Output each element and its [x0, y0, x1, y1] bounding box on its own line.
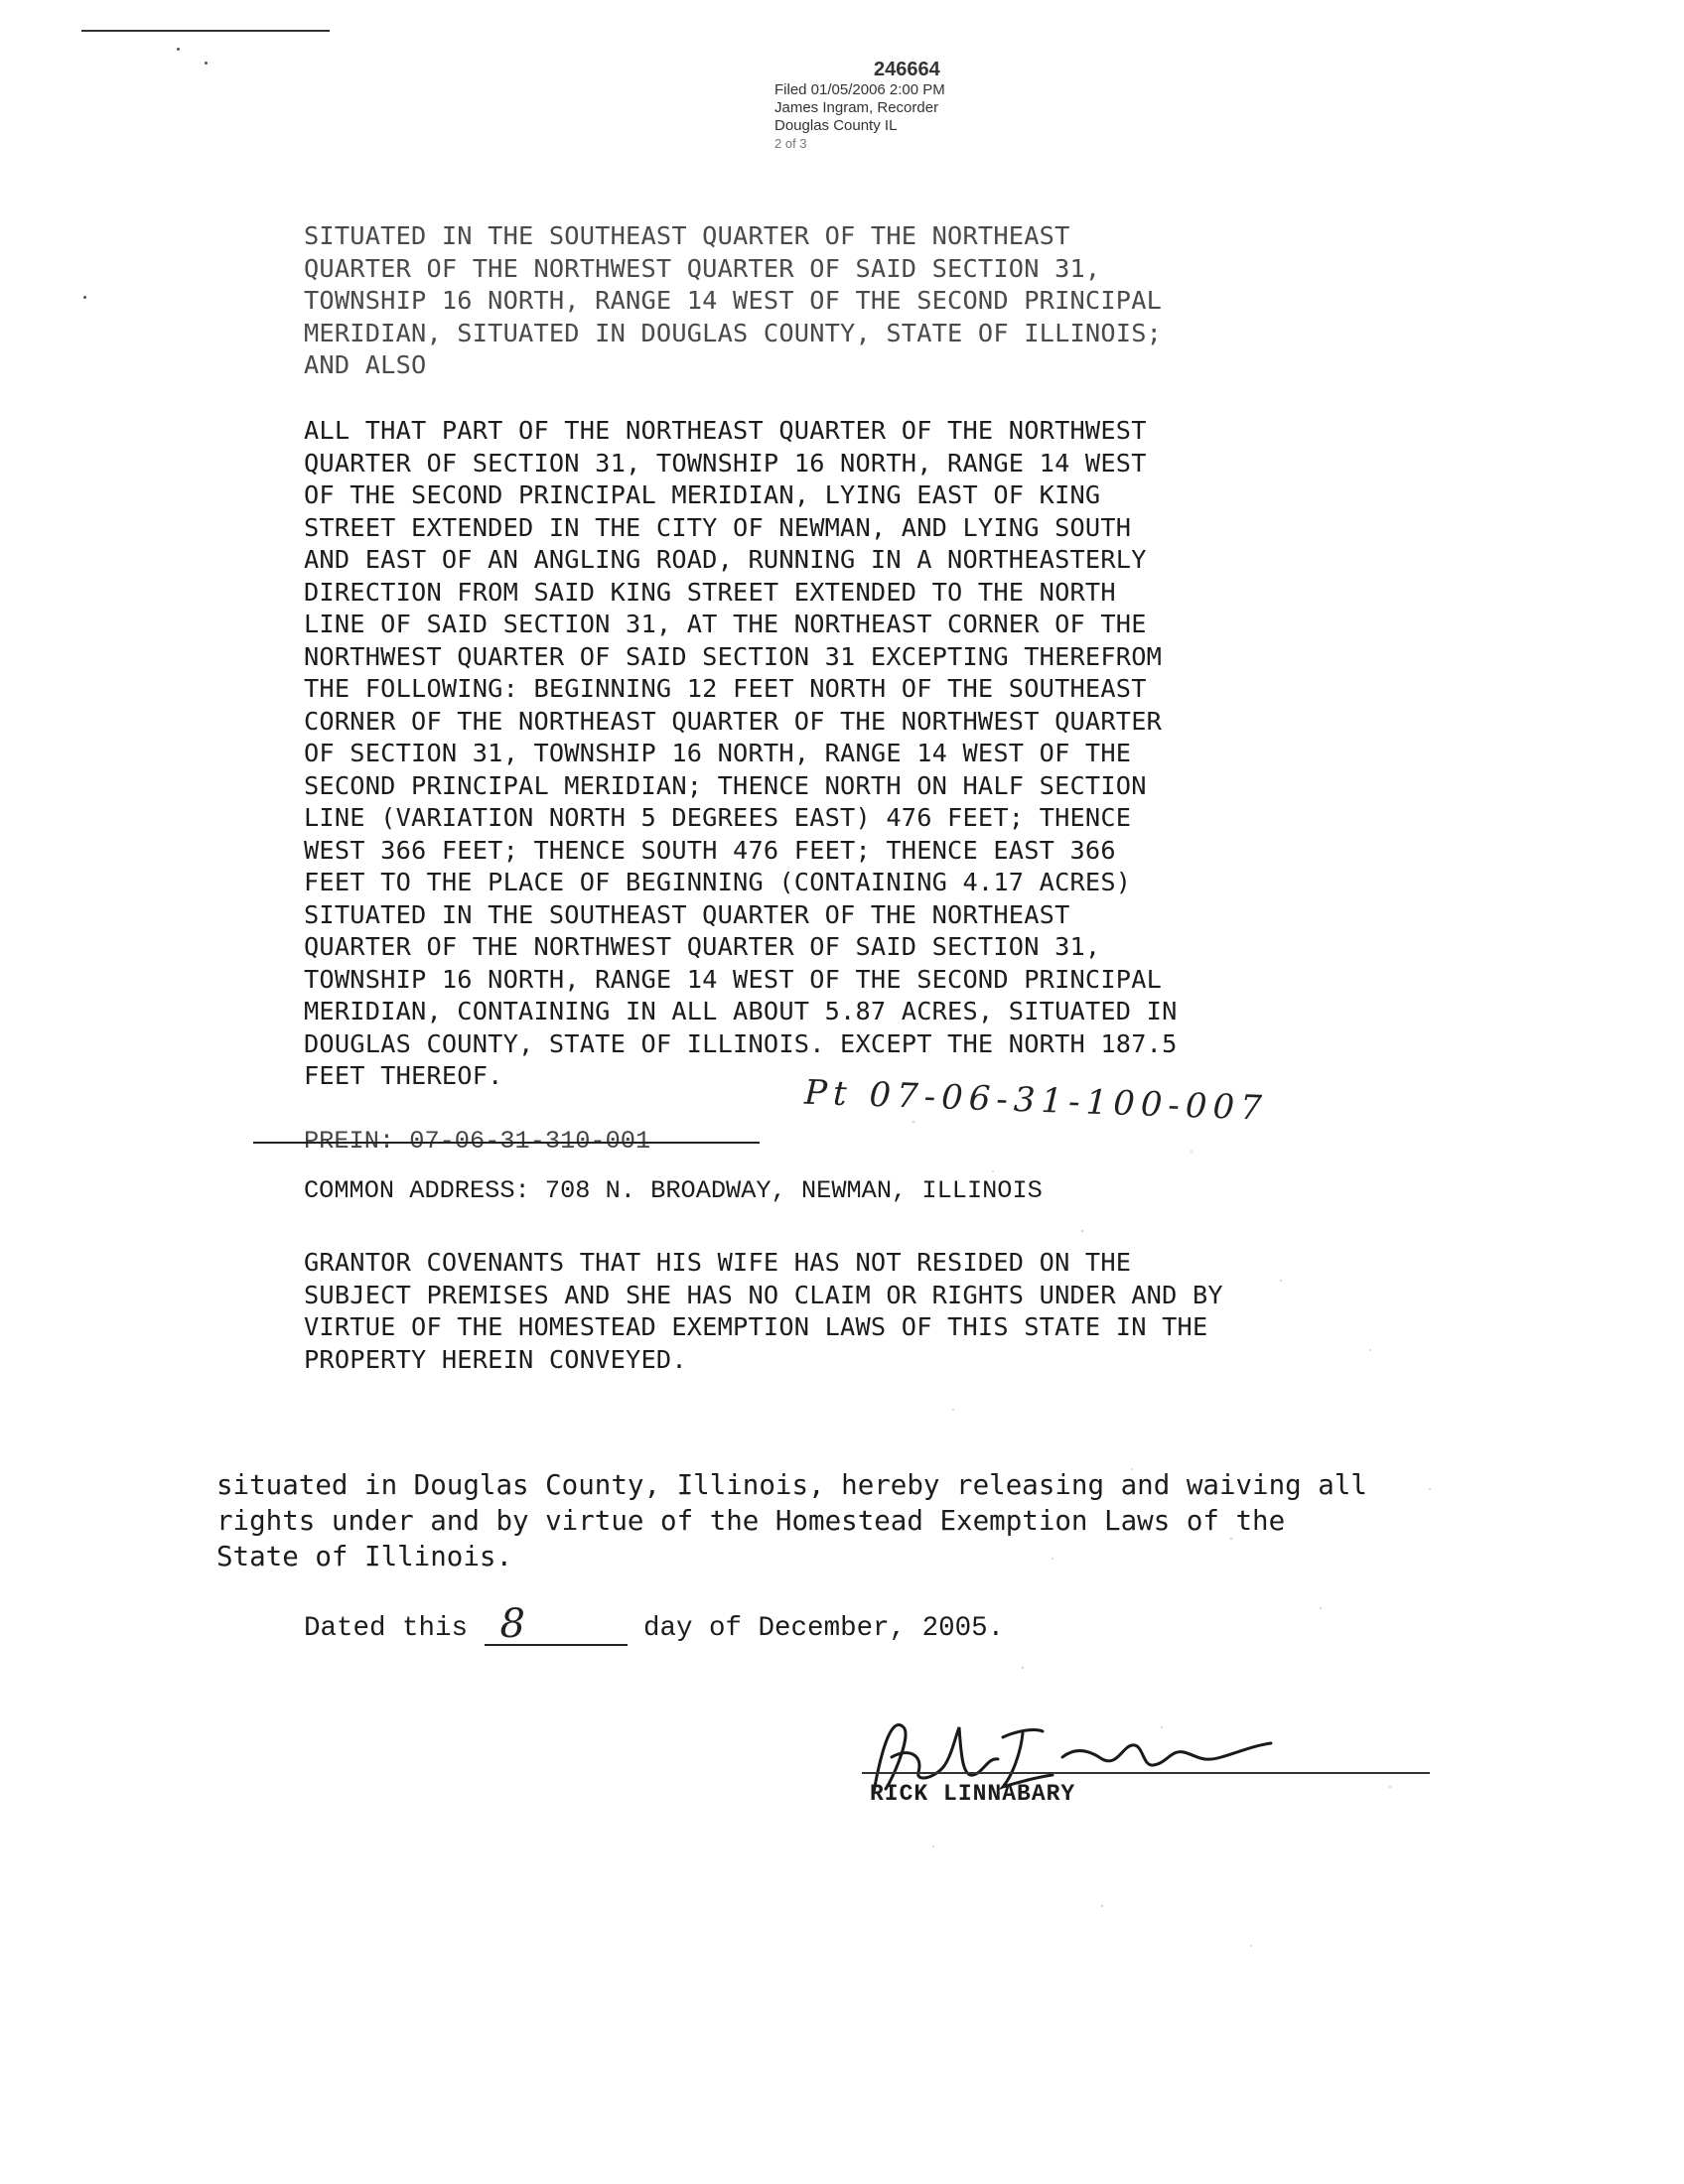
legal-description-paragraph-2: ALL THAT PART OF THE NORTHEAST QUARTER OF THE NORTHWEST QUARTER OF SECTION 31, TOWNSHIP 16 NORTH, RANGE 14 WEST OF THE SECOND PRINCIPAL MERIDIAN, LYING EAST OF KING STREET EXTENDED IN THE CITY OF NEWMAN, AND LYING SOUTH AND EAST OF AN ANGLING ROAD, RUNNING IN A NORTHEASTERLY DIRECTION FROM SAID KING STREET EXTENDED TO THE NORTH LINE OF SAID SECTION 31, AT THE NORTHEAST CORNER OF THE NORTHWEST QUARTER OF SAID SECTION 31 EXCEPTING THEREFROM THE FOLLOWING: BEGINNING 12 FEET NORTH OF THE SOUTHEAST CORNER OF THE NORTHEAST QUARTER OF THE NORTHWEST QUARTER OF SECTION 31, TOWNSHIP 16 NORTH, RANGE 14 WEST OF THE SECOND PRINCIPAL MERIDIAN; THENCE NORTH ON HALF SECTION LINE (VARIATION NORTH 5 DEGREES EAST) 476 FEET; THENCE WEST 366 FEET; THENCE SOUTH 476 FEET; THENCE EAST 366 FEET TO THE PLACE OF BEGINNING (CONTAINING 4.17 ACRES) SITUATED IN THE SOUTHEAST QUARTER OF THE NORTHEAST QUARTER OF THE NORTHWEST QUARTER OF SAID SECTION 31, TOWNSHIP 16 NORTH, RANGE 14 WEST OF THE SECOND PRINCIPAL MERIDIAN, CONTAINING IN ALL ABOUT 5.87 ACRES, SITUATED IN DOUGLAS COUNTY, STATE OF ILLINOIS. EXCEPT THE NORTH 187.5 FEET THEREOF.: [304, 416, 1178, 1090]
scan-artifact-dot: [177, 48, 180, 51]
handwritten-parcel-number: Pt 07-06-31-100-007: [803, 1072, 1269, 1129]
page-count: 2 of 3: [774, 136, 807, 151]
strikethrough-line: [253, 1142, 760, 1144]
struck-prein-number: PREIN: 07-06-31-310-001: [304, 1127, 651, 1156]
day-blank: [485, 1601, 628, 1647]
scan-artifact-line: [81, 30, 330, 32]
filed-date: Filed 01/05/2006 2:00 PM: [774, 81, 945, 98]
dated-suffix: day of December, 2005.: [627, 1613, 1005, 1644]
signer-name: RICK LINNABARY: [870, 1781, 1076, 1807]
legal-description-paragraph-1: SITUATED IN THE SOUTHEAST QUARTER OF THE NORTHEAST QUARTER OF THE NORTHWEST QUARTER OF SAID SECTION 31, TOWNSHIP 16 NORTH, RANGE 14 WEST OF THE SECOND PRINCIPAL MERIDIAN, SITUATED IN DOUGLAS COUNTY, STATE OF ILLINOIS; AND ALSO: [304, 221, 1163, 379]
scan-speckle-noise: [874, 1092, 1470, 1985]
recorder-stamp: [774, 58, 1033, 153]
scan-artifact-dot: [205, 62, 208, 65]
homestead-release-text: situated in Douglas County, Illinois, hereby releasing and waiving all rights under and by virtue of the Homestead Exemption Laws of the State of Illinois.: [216, 1469, 1367, 1572]
handwritten-day: 8: [499, 1601, 525, 1647]
document-number: 246664: [874, 59, 940, 80]
dated-prefix: Dated this: [304, 1613, 485, 1644]
recorder-name: James Ingram, Recorder: [774, 99, 939, 116]
grantor-covenant-paragraph: GRANTOR COVENANTS THAT HIS WIFE HAS NOT RESIDED ON THE SUBJECT PREMISES AND SHE HAS NO CLAIM OR RIGHTS UNDER AND BY VIRTUE OF THE HOMESTEAD EXEMPTION LAWS OF THIS STATE IN THE PROPERTY HEREIN CONVEYED.: [304, 1248, 1223, 1374]
recorder-county: Douglas County IL: [774, 117, 898, 134]
scan-artifact-dot: [83, 296, 86, 299]
common-address: COMMON ADDRESS: 708 N. BROADWAY, NEWMAN, ILLINOIS: [304, 1176, 1043, 1205]
